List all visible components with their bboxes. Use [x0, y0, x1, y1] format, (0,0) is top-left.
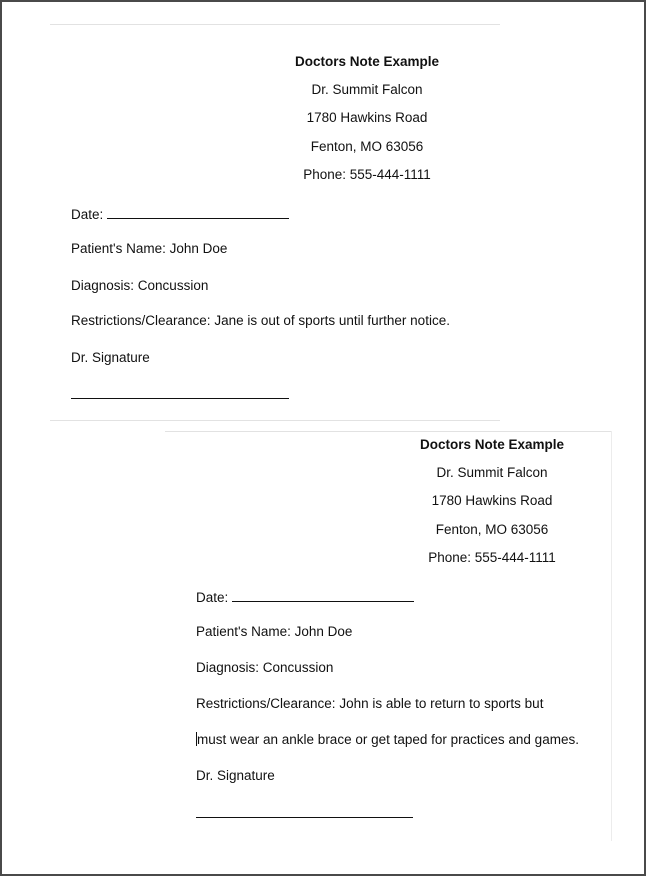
note-header [392, 437, 592, 565]
doctor-address: 1780 Hawkins Road [431, 493, 553, 508]
diagnosis-value: Concussion [262, 660, 334, 675]
doctor-city: Fenton, MO 63056 [435, 522, 549, 537]
patient-name: John Doe [294, 624, 353, 639]
doctor-phone: Phone: 555-444-1111 [428, 550, 556, 565]
signature-label: Dr. Signature [196, 768, 275, 783]
restrictions-label: Restrictions/Clearance: [71, 313, 211, 328]
diagnosis-label: Diagnosis: [196, 660, 260, 675]
doctor-address: 1780 Hawkins Road [306, 110, 428, 125]
restrictions-value: John is able to return to sports but [339, 696, 544, 711]
note-title: Doctors Note Example [294, 54, 440, 69]
doctor-name: Dr. Summit Falcon [311, 82, 423, 97]
date-row [196, 589, 414, 605]
doctor-name: Dr. Summit Falcon [436, 465, 548, 480]
date-label: Date: [196, 590, 229, 605]
note-title: Doctors Note Example [419, 437, 565, 452]
signature-line[interactable] [196, 817, 413, 818]
restrictions-label: Restrictions/Clearance: [196, 696, 336, 711]
diagnosis-row [196, 660, 333, 675]
diagnosis-value: Concussion [137, 278, 209, 293]
restrictions-continued [196, 732, 579, 747]
date-blank[interactable] [232, 589, 414, 602]
patient-label: Patient's Name: [71, 241, 166, 256]
restrictions-row [196, 696, 543, 711]
diagnosis-label: Diagnosis: [71, 278, 135, 293]
doctor-city: Fenton, MO 63056 [310, 139, 424, 154]
patient-name: John Doe [169, 241, 228, 256]
restrictions-value: Jane is out of sports until further notice. [214, 313, 450, 328]
date-label: Date: [71, 207, 104, 222]
doctor-phone: Phone: 555-444-1111 [303, 167, 431, 182]
restrictions-continued-text: must wear an ankle brace or get taped for practices and games. [197, 732, 579, 747]
signature-label: Dr. Signature [71, 350, 150, 365]
patient-row [196, 624, 352, 639]
patient-label: Patient's Name: [196, 624, 291, 639]
